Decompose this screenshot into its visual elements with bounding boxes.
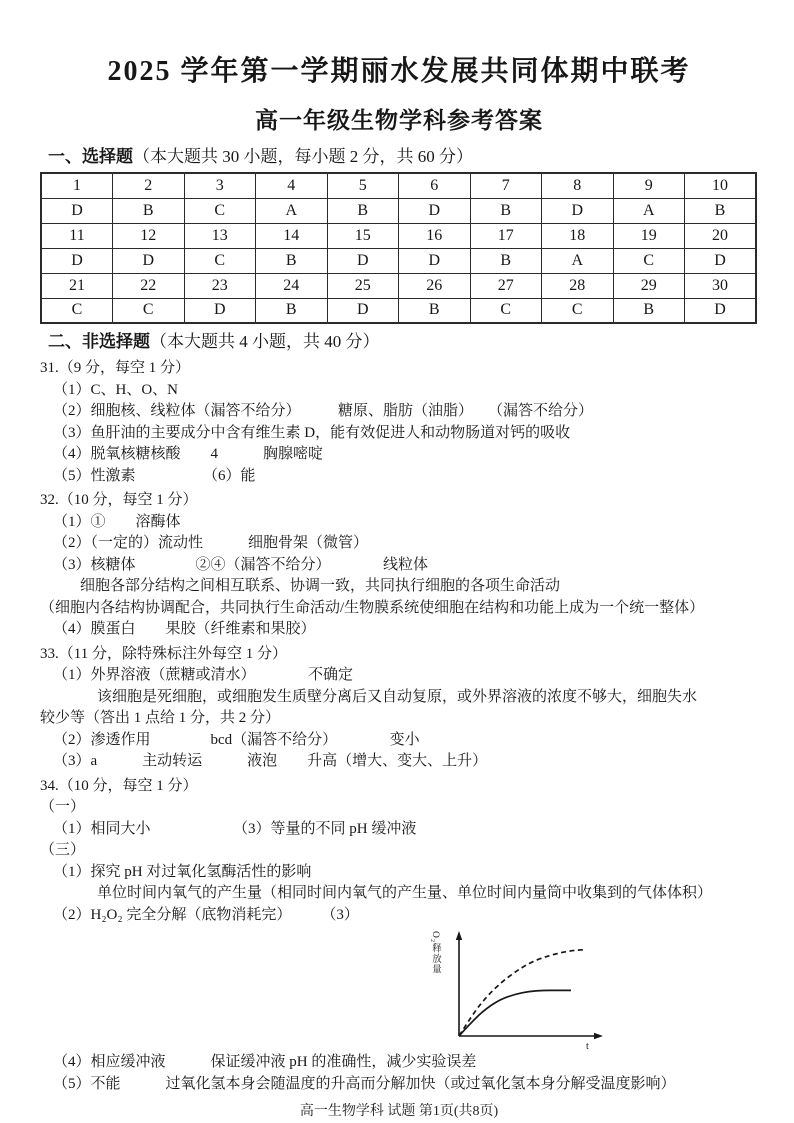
answer-letter-row [41, 298, 756, 323]
q34-p3-1-cont: 单位时间内氧气的产生量（相同时间内氧气的产生量、单位时间内量筒中收集到的气体体积） [97, 885, 713, 901]
q33-2: （2）渗透作用 bcd（漏答不给分） 变小 [53, 731, 420, 748]
answer-letter-cell: C [470, 298, 542, 323]
answer-letter-cell: B [113, 198, 185, 223]
q33-1-cont: 该细胞是死细胞，或细胞发生质壁分离后又自动复原，或外界溶液的浓度不够大，细胞失水 [97, 688, 698, 705]
q32-4: （4）膜蛋白 果胶（纤维素和果胶） [53, 621, 316, 637]
chart-y-axis-arrow-icon [456, 931, 462, 940]
section1-heading-label: 一、选择题 [48, 147, 133, 166]
chart-svg [439, 928, 619, 1052]
question-number-cell: 8 [542, 173, 614, 198]
q32-3-cont: 细胞各部分结构之间相互联系、协调一致，共同执行细胞的各项生命活动 [80, 578, 561, 594]
question-number-cell: 28 [542, 273, 614, 298]
page-footer: 高一生物学科 试题 第1页(共8页) [299, 1104, 499, 1119]
question-number-row [41, 273, 756, 298]
answer-letter-cell: B [256, 298, 328, 323]
question-number-cell: 25 [327, 273, 399, 298]
question-number-cell: 4 [256, 173, 328, 198]
question-number-cell: 3 [184, 173, 256, 198]
answer-letter-cell: C [184, 248, 256, 273]
page-subtitle: 高一年级生物学科参考答案 [255, 108, 543, 133]
q32-3-alt: （细胞内各结构协调配合，共同执行生命活动/生物膜系统使细胞在结构和功能上成为一个统一整体） [40, 599, 705, 616]
answer-letter-row [41, 198, 756, 223]
question-number-cell: 27 [470, 273, 542, 298]
answers-before-chart [40, 358, 758, 926]
answer-letter-cell: C [613, 248, 685, 273]
q33-header: 33.（11 分，除特殊标注外每空 1 分） [40, 645, 287, 662]
question-number-cell: 19 [613, 223, 685, 248]
question-number-cell: 21 [41, 273, 113, 298]
section2-heading-note: （本大题共 4 小题，共 40 分） [150, 332, 380, 351]
question-number-cell: 30 [685, 273, 757, 298]
answer-letter-cell: B [685, 198, 757, 223]
chart-y-axis-label: O₂释放量 [430, 931, 440, 975]
answer-letter-cell: D [399, 248, 471, 273]
q31-5-6: （5）性激素 （6）能 [53, 467, 256, 484]
q33-3: （3）a 主动转运 液泡 升高（增大、变大、上升） [53, 753, 488, 769]
question-number-cell: 26 [399, 273, 471, 298]
question-number-cell: 11 [41, 223, 113, 248]
q31-1: （1）C、H、O、N [53, 381, 179, 398]
q32-2: （2）（一定的）流动性 细胞骨架（微管） [53, 535, 369, 551]
answer-letter-cell: C [542, 298, 614, 323]
oxygen-release-chart [425, 928, 625, 1052]
section1-heading-note: （本大题共 30 小题，每小题 2 分，共 60 分） [133, 147, 473, 166]
chart-series-group [459, 950, 585, 1036]
q32-1: （1）① 溶酶体 [53, 513, 181, 530]
answer-letter-cell: B [256, 248, 328, 273]
page-title: 2025 学年第一学期丽水发展共同体期中联考 [107, 56, 691, 87]
answer-letter-cell: A [256, 198, 328, 223]
question-number-cell: 7 [470, 173, 542, 198]
answer-letter-cell: A [542, 248, 614, 273]
question-number-row [41, 223, 756, 248]
answer-letter-cell: D [113, 248, 185, 273]
q34-part3: （三） [40, 842, 86, 858]
question-number-cell: 13 [184, 223, 256, 248]
question-number-cell: 16 [399, 223, 471, 248]
answer-letter-cell: D [41, 198, 113, 223]
section2-heading [48, 330, 758, 354]
question-number-cell: 5 [327, 173, 399, 198]
section2-heading-label: 二、非选择题 [48, 332, 150, 351]
q32-header: 32.（10 分，每空 1 分） [40, 492, 198, 508]
chart-x-axis-arrow-icon [594, 1033, 603, 1039]
q33-1-cont2: 较少等（答出 1 点给 1 分，共 2 分） [40, 710, 281, 726]
answer-letter-cell: D [685, 248, 757, 273]
question-number-cell: 20 [685, 223, 757, 248]
answer-letter-cell: D [184, 298, 256, 323]
q34-part1: （一） [40, 799, 86, 815]
answer-letter-cell: D [41, 248, 113, 273]
answer-letter-cell: B [470, 198, 542, 223]
question-number-cell: 9 [613, 173, 685, 198]
multiple-choice-answer-table [40, 172, 757, 324]
question-number-cell: 17 [470, 223, 542, 248]
q31-3: （3）鱼肝油的主要成分中含有维生素 D，能有效促进人和动物肠道对钙的吸收 [53, 424, 571, 441]
answer-letter-cell: B [399, 298, 471, 323]
q34-p3-1: （1）探究 pH 对过氧化氢酶活性的影响 [53, 863, 312, 880]
question-number-cell: 22 [113, 273, 185, 298]
q31-2: （2）细胞核、线粒体（漏答不给分） 糖原、脂肪（油脂） （漏答不给分） [53, 403, 594, 419]
question-number-cell: 10 [685, 173, 757, 198]
answer-letter-cell: C [113, 298, 185, 323]
q33-1: （1）外界溶液（蔗糖或清水） 不确定 [53, 667, 354, 683]
answer-letter-row [41, 248, 756, 273]
answer-letter-cell: C [184, 198, 256, 223]
answer-letter-cell: D [685, 298, 757, 323]
answer-letter-cell: D [327, 248, 399, 273]
question-number-cell: 12 [113, 223, 185, 248]
answer-letter-cell: D [399, 198, 471, 223]
answer-letter-cell: A [613, 198, 685, 223]
question-number-cell: 29 [613, 273, 685, 298]
question-number-cell: 1 [41, 173, 113, 198]
chart-x-axis-label: t [586, 1041, 589, 1052]
answers-after-chart [40, 1052, 758, 1095]
q34-header: 34.（10 分，每空 1 分） [40, 777, 198, 794]
q34-p3-5: （5）不能 过氧化氢本身会随温度的升高而分解加快（或过氧化氢本身分解受温度影响） [53, 1075, 676, 1092]
question-number-cell: 24 [256, 273, 328, 298]
chart-series-solid [459, 990, 571, 1036]
q31-4: （4）脱氧核糖核酸 4 胸腺嘧啶 [53, 446, 324, 462]
section1-heading [48, 145, 758, 169]
q34-p3-2: （2）H₂O₂ 完全分解（底物消耗完） （3） [53, 906, 359, 923]
question-number-cell: 6 [399, 173, 471, 198]
answer-letter-cell: B [470, 248, 542, 273]
q31-header: 31.（9 分，每空 1 分） [40, 360, 191, 376]
question-number-cell: 23 [184, 273, 256, 298]
question-number-row [41, 173, 756, 198]
answer-letter-cell: D [542, 198, 614, 223]
answer-letter-cell: D [327, 298, 399, 323]
answer-letter-cell: B [327, 198, 399, 223]
question-number-cell: 15 [327, 223, 399, 248]
q34-p1-1-3: （1）相同大小 （3）等量的不同 pH 缓冲液 [53, 820, 417, 837]
answer-table-body [41, 173, 756, 323]
question-number-cell: 18 [542, 223, 614, 248]
answer-letter-cell: C [41, 298, 113, 323]
q32-3: （3）核糖体 ②④（漏答不给分） 线粒体 [53, 556, 429, 573]
question-number-cell: 2 [113, 173, 185, 198]
q34-p3-4: （4）相应缓冲液 保证缓冲液 pH 的准确性，减少实验误差 [53, 1054, 477, 1070]
question-number-cell: 14 [256, 223, 328, 248]
answer-letter-cell: B [613, 298, 685, 323]
